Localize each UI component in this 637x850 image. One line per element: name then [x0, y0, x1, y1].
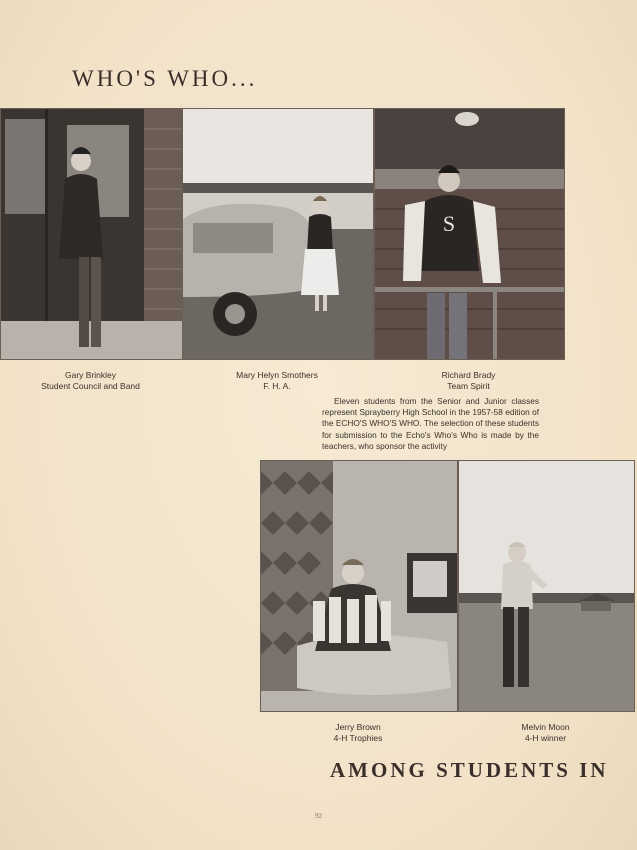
caption-mary-helyn-smothers [182, 370, 372, 392]
photo-gary-brinkley [0, 108, 183, 360]
caption-title: F. H. A. [263, 381, 291, 391]
caption-title: 4-H Trophies [333, 733, 383, 743]
caption-melvin-moon [458, 722, 633, 744]
photo-richard-brady [374, 108, 565, 360]
caption-richard-brady [374, 370, 563, 392]
caption-name: Jerry Brown [335, 722, 381, 732]
caption-title: 4-H winner [524, 733, 567, 743]
caption-title: Team Spirit [447, 381, 490, 391]
photo-jerry-brown [260, 460, 458, 712]
caption-jerry-brown [260, 722, 456, 744]
intro-paragraph: Eleven students from the Senior and Junior classes represent Sprayberry High School in the 1957-58 edition of the ECHO'S WHO'S WHO. The selection of these students for submission to the Echo's Who's Who is made by the teachers, who sponsor the activity [322, 396, 539, 451]
photo-melvin-moon [458, 460, 635, 712]
caption-name: Melvin Moon [521, 722, 570, 732]
page-title: WHO'S WHO... [72, 66, 258, 91]
closing-heading: AMONG STUDENTS IN [330, 758, 609, 782]
photo-mary-helyn-smothers [182, 108, 374, 360]
caption-name: Richard Brady [441, 370, 496, 380]
caption-gary-brinkley [0, 370, 181, 392]
caption-name: Mary Helyn Smothers [236, 370, 318, 380]
caption-title: Student Council and Band [41, 381, 140, 391]
svg-text:S: S [442, 211, 456, 236]
caption-name: Gary Brinkley [64, 370, 116, 380]
page-number: 92 [315, 812, 322, 820]
